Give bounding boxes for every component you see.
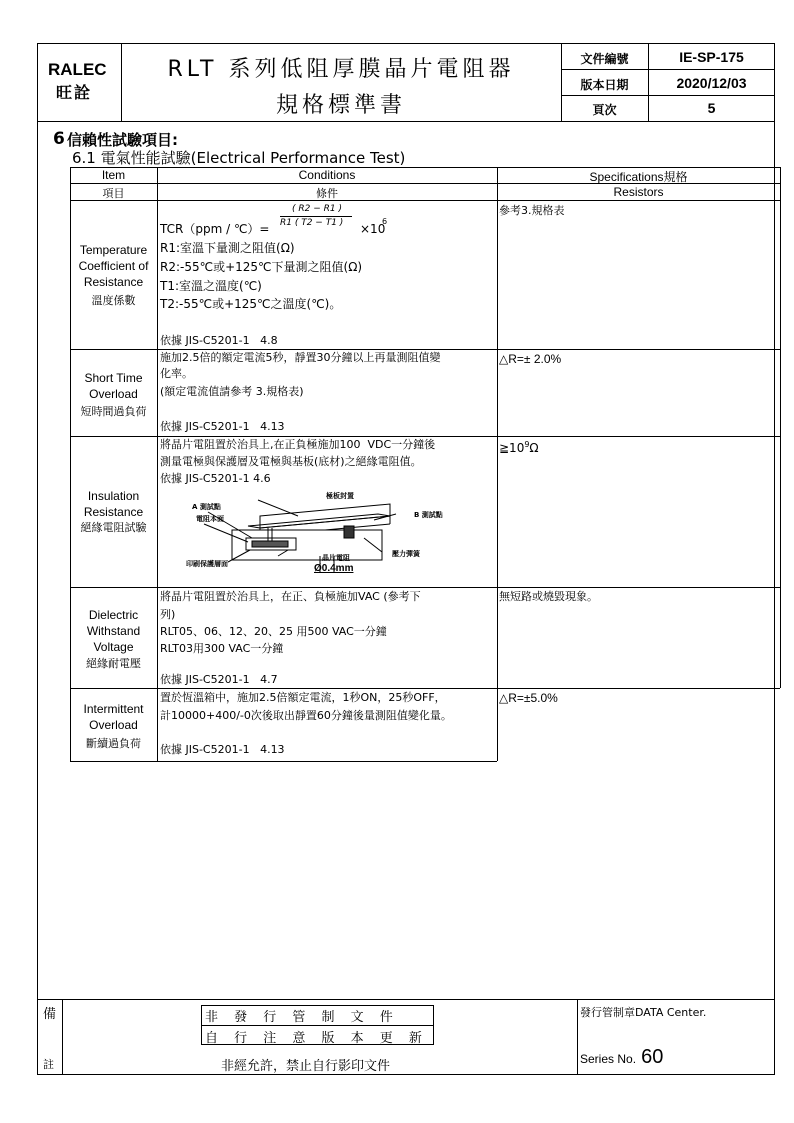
tcr-formula-suffix: ×10: [360, 222, 386, 236]
series-label: Series No.: [580, 1052, 637, 1066]
table-col-divider-1: [157, 167, 158, 761]
tcr-condition-line: R2:-55℃或+125℃下量測之阻值(Ω): [160, 260, 363, 274]
ir-spec-suffix: Ω: [529, 441, 539, 455]
diagram-label-a: A 測試點: [192, 503, 221, 511]
row-item-tcr-cn: 溫度係數: [91, 294, 136, 307]
page-number: 5: [707, 100, 716, 116]
dwv-condition-line: RLT03用300 VAC一分鐘: [160, 642, 284, 655]
version-label: 版本日期: [580, 78, 629, 92]
footer-side-top: 備: [43, 1007, 57, 1022]
no-copy-notice: 非經允許，禁止自行影印文件: [221, 1059, 391, 1074]
ir-spec-prefix: ≧10: [499, 441, 525, 455]
footer-divider: [37, 999, 775, 1000]
row-divider-4: [70, 688, 780, 689]
notice-line-2: 自 行 注 意 版 本 更 新: [205, 1031, 428, 1046]
document-title: RLT 系列低阻厚膜晶片電阻器: [167, 57, 515, 82]
dwv-condition-line: 將晶片電阻置於治具上，在正、負極施加VAC (參考下: [160, 590, 421, 603]
dwv-reference: 依據 JIS-C5201-1 4.7: [160, 673, 278, 686]
tcr-formula-prefix: TCR（ppm / ℃）=: [160, 222, 270, 236]
diagram-label-chip: 晶片電阻: [322, 554, 350, 562]
header-divider-h1: [561, 69, 775, 70]
fixture-spring: [344, 526, 354, 538]
sto-condition-line: 化率。: [160, 367, 193, 380]
tcr-condition-line: R1:室溫下量測之阻值(Ω): [160, 241, 295, 255]
sto-reference: 依據 JIS-C5201-1 4.13: [160, 420, 285, 433]
fixture-base-top: [260, 504, 390, 528]
section-subtitle: 6.1 電氣性能試驗(Electrical Performance Test): [72, 149, 406, 167]
table-bottom-border: [70, 761, 497, 762]
footer-right-divider: [577, 999, 578, 1075]
tcr-spec: 參考3.規格表: [499, 204, 565, 217]
header-divider-v1: [121, 43, 122, 121]
ir-spec: [499, 437, 539, 456]
issue-control: 發行管制章DATA Center.: [580, 1006, 707, 1019]
row-item-ir: Insulation Resistance: [83, 489, 144, 519]
series-number: 60: [641, 1046, 664, 1068]
ir-condition-line: 依據 JIS-C5201-1 4.6: [160, 472, 271, 485]
header-conditions: Conditions: [298, 168, 356, 182]
table-right-border: [780, 167, 781, 688]
io-condition-line: 計10000+400/-0次後取出靜置60分鐘後量測阻值變化量。: [160, 709, 452, 722]
diagram-label-metal: 極板封置: [326, 492, 354, 500]
header-divider: [37, 121, 775, 122]
page-label: 頁次: [592, 103, 617, 117]
row-item-dwv: Dielectric Withstand Voltage: [86, 608, 141, 654]
diagram-label-b: B 測試點: [414, 511, 443, 519]
row-divider-3: [70, 587, 780, 588]
header-divider-h2: [561, 95, 775, 96]
version-value: 2020/12/03: [676, 75, 747, 91]
diagram-label-electrode: 電阻本面: [196, 515, 224, 523]
tcr-condition-line: T1:室溫之溫度(℃): [160, 279, 262, 293]
notice-box-divider: [201, 1025, 434, 1026]
dwv-spec: 無短路或燒毀現象。: [499, 590, 598, 603]
row-item-dwv-cn: 絕緣耐電壓: [86, 657, 141, 670]
document-subtitle: 規格標準書: [275, 93, 406, 118]
fixture-chip: [252, 541, 288, 547]
io-reference: 依據 JIS-C5201-1 4.13: [160, 743, 285, 756]
row-item-io-cn: 斷續過負荷: [86, 737, 141, 750]
table-col-divider-2: [497, 167, 498, 761]
row-item-ir-cn: 絕緣電阻試驗: [80, 521, 147, 534]
diagram-label-print: 印刷保護層面: [186, 560, 228, 568]
footer-side-divider: [62, 999, 63, 1075]
section-title: 信賴性試驗項目:: [67, 131, 178, 149]
tcr-formula-fraction-bar: [280, 216, 352, 217]
footer-side-bottom: 註: [43, 1058, 54, 1071]
row-item-tcr: Temperature Coefficient of Resistance: [78, 243, 149, 289]
dwv-condition-line: 列): [160, 608, 176, 621]
tcr-formula-numerator: ( R2 − R1 ): [292, 204, 342, 214]
tcr-condition-line: T2:-55℃或+125℃之溫度(℃)。: [160, 297, 342, 311]
header-item: Item: [101, 168, 126, 182]
diagram-label-spring: 壓力彈簧: [392, 550, 420, 558]
company-name: RALEC: [48, 60, 107, 79]
row-item-sto: Short Time Overload: [84, 371, 143, 401]
io-condition-line: 置於恆溫箱中，施加2.5倍額定電流，1秒ON，25秒OFF，: [160, 691, 446, 704]
header-conditions-cn: 條件: [316, 187, 338, 200]
ir-spec-exponent: 9: [524, 440, 530, 449]
doc-no-value: IE-SP-175: [679, 49, 744, 65]
ir-condition-line: 將晶片電阻置於治具上,在正負極施加100 VDC一分鐘後: [160, 438, 436, 451]
doc-no-label: 文件編號: [580, 52, 629, 66]
header-item-cn: 項目: [102, 187, 125, 200]
row-item-io: Intermittent Overload: [83, 702, 144, 732]
section-number: 6: [53, 129, 65, 149]
sto-condition-line: (額定電流值請參考 3.規格表): [160, 385, 304, 398]
tcr-formula-denominator: R1 ( T2 − T1 ): [280, 218, 344, 228]
io-spec: △R=±5.0%: [499, 691, 558, 705]
series-number-block: [580, 1046, 663, 1069]
dwv-condition-line: RLT05、06、12、20、25 用500 VAC一分鐘: [160, 625, 387, 638]
diagram-dimension: Ø0.4mm: [314, 563, 354, 574]
sto-spec: △R=± 2.0%: [499, 352, 562, 366]
tcr-formula-exponent: 6: [382, 217, 388, 226]
notice-line-1: 非 發 行 管 制 文 件: [205, 1010, 399, 1025]
ir-condition-line: 測量電極與保護層及電極與基板(底材)之絕緣電阻值。: [160, 455, 422, 468]
tcr-reference: 依據 JIS-C5201-1 4.8: [160, 334, 278, 347]
sto-condition-line: 施加2.5倍的額定電流5秒，靜置30分鐘以上再量測阻值變: [160, 351, 441, 364]
row-item-sto-cn: 短時間過負荷: [80, 405, 147, 418]
company-name-cn: 旺詮: [56, 83, 93, 102]
header-resistors: Resistors: [613, 185, 664, 199]
header-specifications: Specifications規格: [589, 170, 688, 184]
